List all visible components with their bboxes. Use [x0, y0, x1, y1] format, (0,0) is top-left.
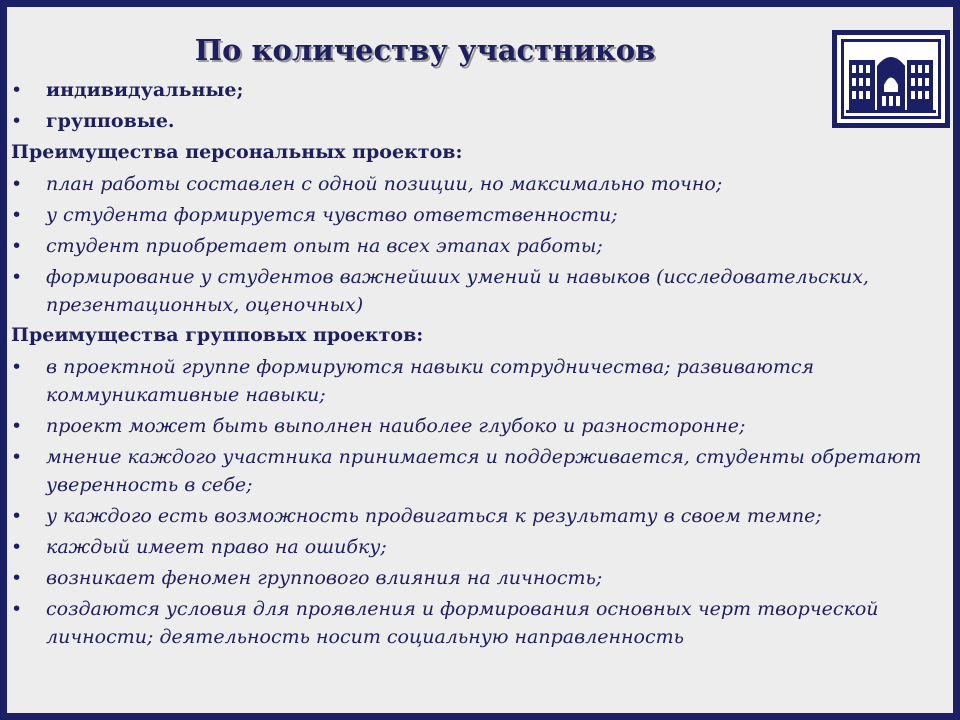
personal-heading: Преимущества персональных проектов:	[11, 141, 463, 163]
list-item: • каждый имеет право на ошибку;	[7, 533, 947, 561]
list-item: • возникает феномен группового влияния на личность;	[7, 564, 947, 592]
slide-title: По количеству участников	[194, 33, 656, 67]
list-item: • мнение каждого участника принимается и поддерживается, студенты обретают уверенность в себе;	[7, 443, 947, 499]
list-item: • формирование у студентов важнейших умений и навыков (исследовательских, презентационных, оценочных)	[7, 263, 947, 319]
list-item: • у студента формируется чувство ответственности;	[7, 201, 947, 229]
participants-list	[7, 77, 947, 135]
list-item: • индивидуальные;	[7, 77, 947, 104]
list-item: • план работы составлен с одной позиции, но максимально точно;	[7, 170, 947, 198]
list-item: • групповые.	[7, 108, 947, 135]
slide-content	[7, 77, 947, 654]
personal-list	[7, 170, 947, 319]
list-item: • студент приобретает опыт на всех этапах работы;	[7, 232, 947, 260]
group-heading: Преимущества групповых проектов:	[11, 324, 424, 346]
list-item: • создаются условия для проявления и формирования основных черт творческой личности; деятельность носит социальную направленность	[7, 595, 947, 651]
list-item: • проект может быть выполнен наиболее глубоко и разносторонне;	[7, 412, 947, 440]
group-list	[7, 353, 947, 651]
list-item: • у каждого есть возможность продвигаться к результату в своем темпе;	[7, 502, 947, 530]
slide	[7, 7, 953, 713]
list-item: • в проектной группе формируются навыки сотрудничества; развиваются коммуникативные навыки;	[7, 353, 947, 409]
